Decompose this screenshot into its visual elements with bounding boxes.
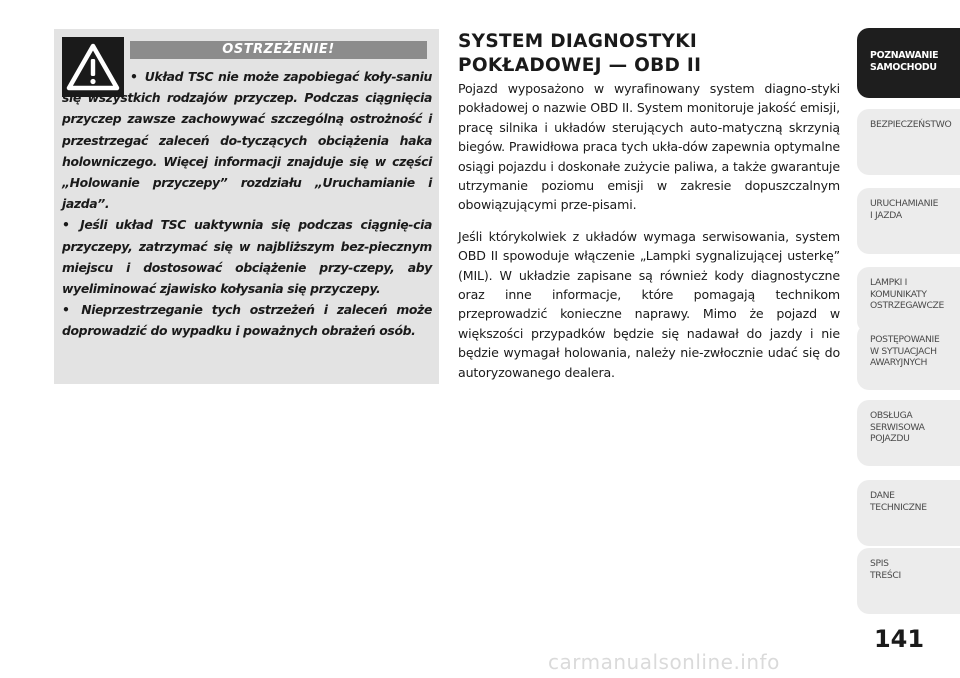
body-text <box>458 79 840 394</box>
warning-text <box>62 66 432 342</box>
warning-paragraph-2 <box>62 214 432 299</box>
section-title-line-1: SYSTEM DIAGNOSTYKI <box>458 31 698 52</box>
body-paragraph-1: Pojazd wyposażono w wyrafinowany system diagno-styki pokładowej o nazwie OBD II. System monitoruje jakość emisji, pracę silnika i układów sterujących auto-matyczną skrzynią biegów. Prawidłowa praca tych ukła-dów zapewnia optymalne osiągi pojazdu i doskonałe zużycie paliwa, a także gwarantuje utrzymanie poziomu emisji w zakresie dopuszczalnym obowiązującymi prze-pisami. <box>458 81 840 213</box>
warning-text-part: Jeśli układ TSC uaktywnia się podczas ciągnię-cia przyczepy, zatrzymać się w najbliższym bez-piecznym miejscu i dostosować obciążenie przy-czepy, aby wyeliminować zjawisko kołysania się przyczepy. <box>62 217 432 297</box>
warning-text-part: Nieprzestrzeganie tych ostrzeżeń i zaleceń może doprowadzić do wypadku i poważnych obrażeń osób. <box>62 302 433 339</box>
page-number: 141 <box>873 625 925 653</box>
section-title <box>458 30 838 78</box>
warning-header: OSTRZEŻENIE! <box>130 41 427 59</box>
warning-text-part: Układ TSC nie może zapobiegać koły-saniu się wszystkich rodzajów przyczep. <box>62 69 432 106</box>
section-title-line-2: POKŁADOWEJ — OBD II <box>458 55 702 76</box>
warning-box <box>54 29 439 384</box>
warning-paragraph-1 <box>62 66 432 214</box>
warning-paragraph-3 <box>62 299 432 341</box>
warning-text-part: Podczas ciągnięcia przyczep zawsze zachowywać szczególną ostrożność i przestrzegać zaleceń do-tyczących obciążenia haka holowniczego. Więcej informacji znajduje się w części „Holowanie przyczepy” rozdziału „Uruchamianie i jazda”. <box>62 90 432 212</box>
tab-uruchamianie-i-jazda[interactable]: URUCHAMIANIE I JAZDA <box>857 188 960 254</box>
tab-bezpieczenstwo[interactable]: BEZPIECZEŃSTWO <box>857 109 960 175</box>
bullet: • <box>62 302 70 318</box>
tab-spis-tresci[interactable]: SPIS TREŚCI <box>857 548 960 614</box>
tab-postepowanie-awaryjne[interactable]: POSTĘPOWANIE W SYTUACJACH AWARYJNYCH <box>857 324 960 390</box>
bullet: • <box>62 217 70 233</box>
body-paragraph-2: Jeśli którykolwiek z układów wymaga serwisowania, system OBD II spowoduje włączenie „Lampki sygnalizującej usterkę” (MIL). W układzie zapisane są również kody diagnostyczne oraz inne informacje, które pomagają technikom przeprowadzić konieczne naprawy. Mimo że pojazd w większości przypadków będzie się nadawał do jazdy i nie będzie wymagał holowania, należy nie-zwłocznie udać się do autoryzowanego dealera. <box>458 228 840 380</box>
tab-lampki-i-komunikaty[interactable]: LAMPKI I KOMUNIKATY OSTRZEGAWCZE <box>857 267 960 333</box>
tab-poznawanie-samochodu[interactable]: POZNAWANIE SAMOCHODU <box>857 28 960 98</box>
tab-dane-techniczne[interactable]: DANE TECHNICZNE <box>857 480 960 546</box>
bullet: • <box>130 69 138 84</box>
watermark: carmanualsonline.info <box>548 650 780 674</box>
tab-obsluga-serwisowa[interactable]: OBSŁUGA SERWISOWA POJAZDU <box>857 400 960 466</box>
